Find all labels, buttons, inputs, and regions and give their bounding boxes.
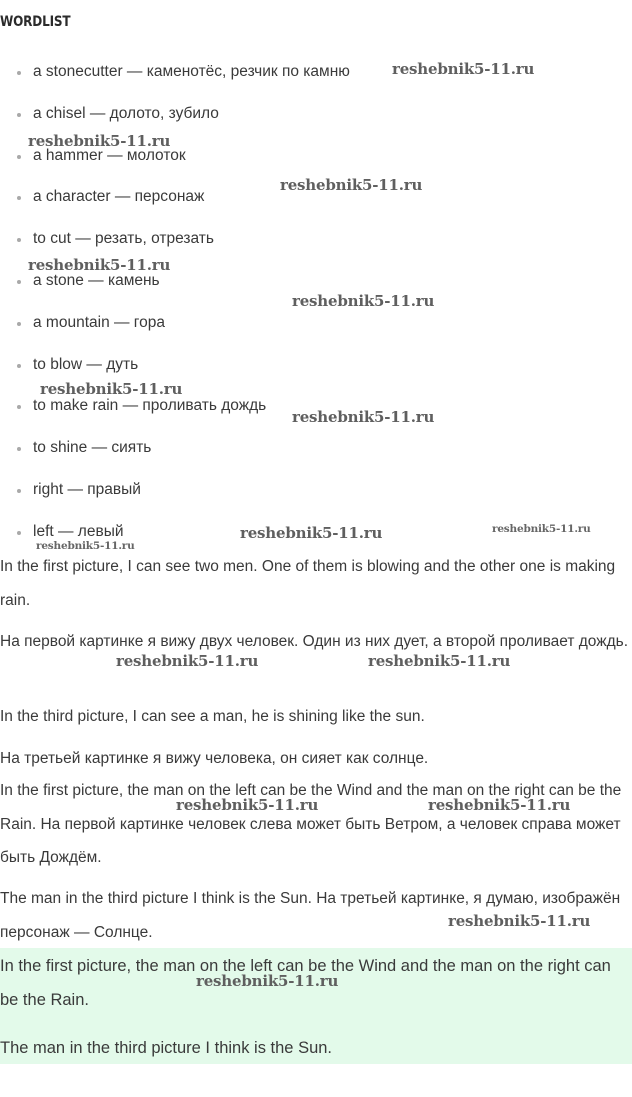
bullet-dot — [17, 531, 21, 535]
wordlist-item-text: a chisel — долото, зубило — [33, 104, 219, 122]
wordlist-item-text: left — левый — [33, 522, 124, 540]
wordlist-item — [0, 480, 350, 522]
watermark: reshebnik5-11.ru — [392, 60, 535, 78]
bullet-dot — [17, 322, 21, 326]
wordlist-item-text: to cut — резать, отрезать — [33, 230, 214, 248]
wordlist-item-text: a character — персонаж — [33, 188, 205, 206]
wordlist-item — [0, 438, 350, 480]
wordlist-item-text: to blow — дуть — [33, 355, 139, 373]
wordlist-item-text: to shine — сиять — [33, 439, 152, 457]
paragraph-wind-rain: In the first picture, the man on the left can be the Wind and the man on the right can be the Rain. На первой картинке человек слева может быть Ветром, а человек справа может быть Дождём. — [0, 782, 622, 866]
bullet-dot — [17, 113, 21, 117]
wordlist-item-text: a hammer — молоток — [33, 146, 186, 164]
bullet-dot — [17, 238, 21, 242]
watermark: reshebnik5-11.ru — [116, 652, 259, 670]
wordlist-item-text: a stonecutter — каменотёс, резчик по камню — [33, 63, 350, 80]
paragraph-third-picture-en: In the third picture, I can see a man, he is shining like the sun. — [0, 708, 425, 725]
watermark: reshebnik5-11.ru — [240, 524, 383, 542]
bullet-dot — [17, 155, 21, 159]
watermark: reshebnik5-11.ru — [28, 132, 171, 150]
watermark: reshebnik5-11.ru — [368, 652, 511, 670]
watermark: reshebnik5-11.ru — [40, 380, 183, 398]
paragraph-first-picture-ru: На первой картинке я вижу двух человек. Один из них дует, а второй проливает дождь. — [0, 633, 629, 650]
bullet-dot — [17, 405, 21, 409]
answer-line-wind-rain: In the first picture, the man on the left can be the Wind and the man on the right can be the Rain. — [0, 957, 611, 1009]
wordlist-item — [0, 62, 350, 104]
wordlist-item-text: right — правый — [33, 480, 141, 498]
bullet-dot — [17, 280, 21, 284]
bullet-dot — [17, 447, 21, 451]
watermark: reshebnik5-11.ru — [292, 408, 435, 426]
wordlist-heading: WORDLIST — [0, 14, 71, 30]
watermark: reshebnik5-11.ru — [492, 523, 591, 535]
wordlist-item-text: to make rain — проливать дождь — [33, 397, 267, 415]
wordlist-item-text: a stone — камень — [33, 271, 160, 289]
bullet-dot — [17, 489, 21, 493]
watermark: reshebnik5-11.ru — [196, 972, 339, 990]
watermark: reshebnik5-11.ru — [292, 292, 435, 310]
wordlist-item-text: a mountain — гора — [33, 313, 165, 331]
wordlist-item — [0, 313, 350, 355]
bullet-dot — [17, 196, 21, 200]
bullet-dot — [17, 71, 21, 75]
answer-line-sun: The man in the third picture I think is the Sun. — [0, 1039, 333, 1057]
watermark: reshebnik5-11.ru — [36, 540, 135, 552]
paragraph-first-picture-en: In the first picture, I can see two men. One of them is blowing and the other one is making rain. — [0, 558, 616, 609]
watermark: reshebnik5-11.ru — [176, 796, 319, 814]
watermark: reshebnik5-11.ru — [28, 256, 171, 274]
watermark: reshebnik5-11.ru — [280, 176, 423, 194]
watermark: reshebnik5-11.ru — [448, 912, 591, 930]
bullet-dot — [17, 364, 21, 368]
answer-box — [0, 948, 632, 1064]
paragraph-third-picture-ru: На третьей картинке я вижу человека, он сияет как солнце. — [0, 750, 429, 767]
watermark: reshebnik5-11.ru — [428, 796, 571, 814]
paragraph-sun: The man in the third picture I think is the Sun. На третьей картинке, я думаю, изображён персонаж — Солнце. — [0, 890, 621, 941]
